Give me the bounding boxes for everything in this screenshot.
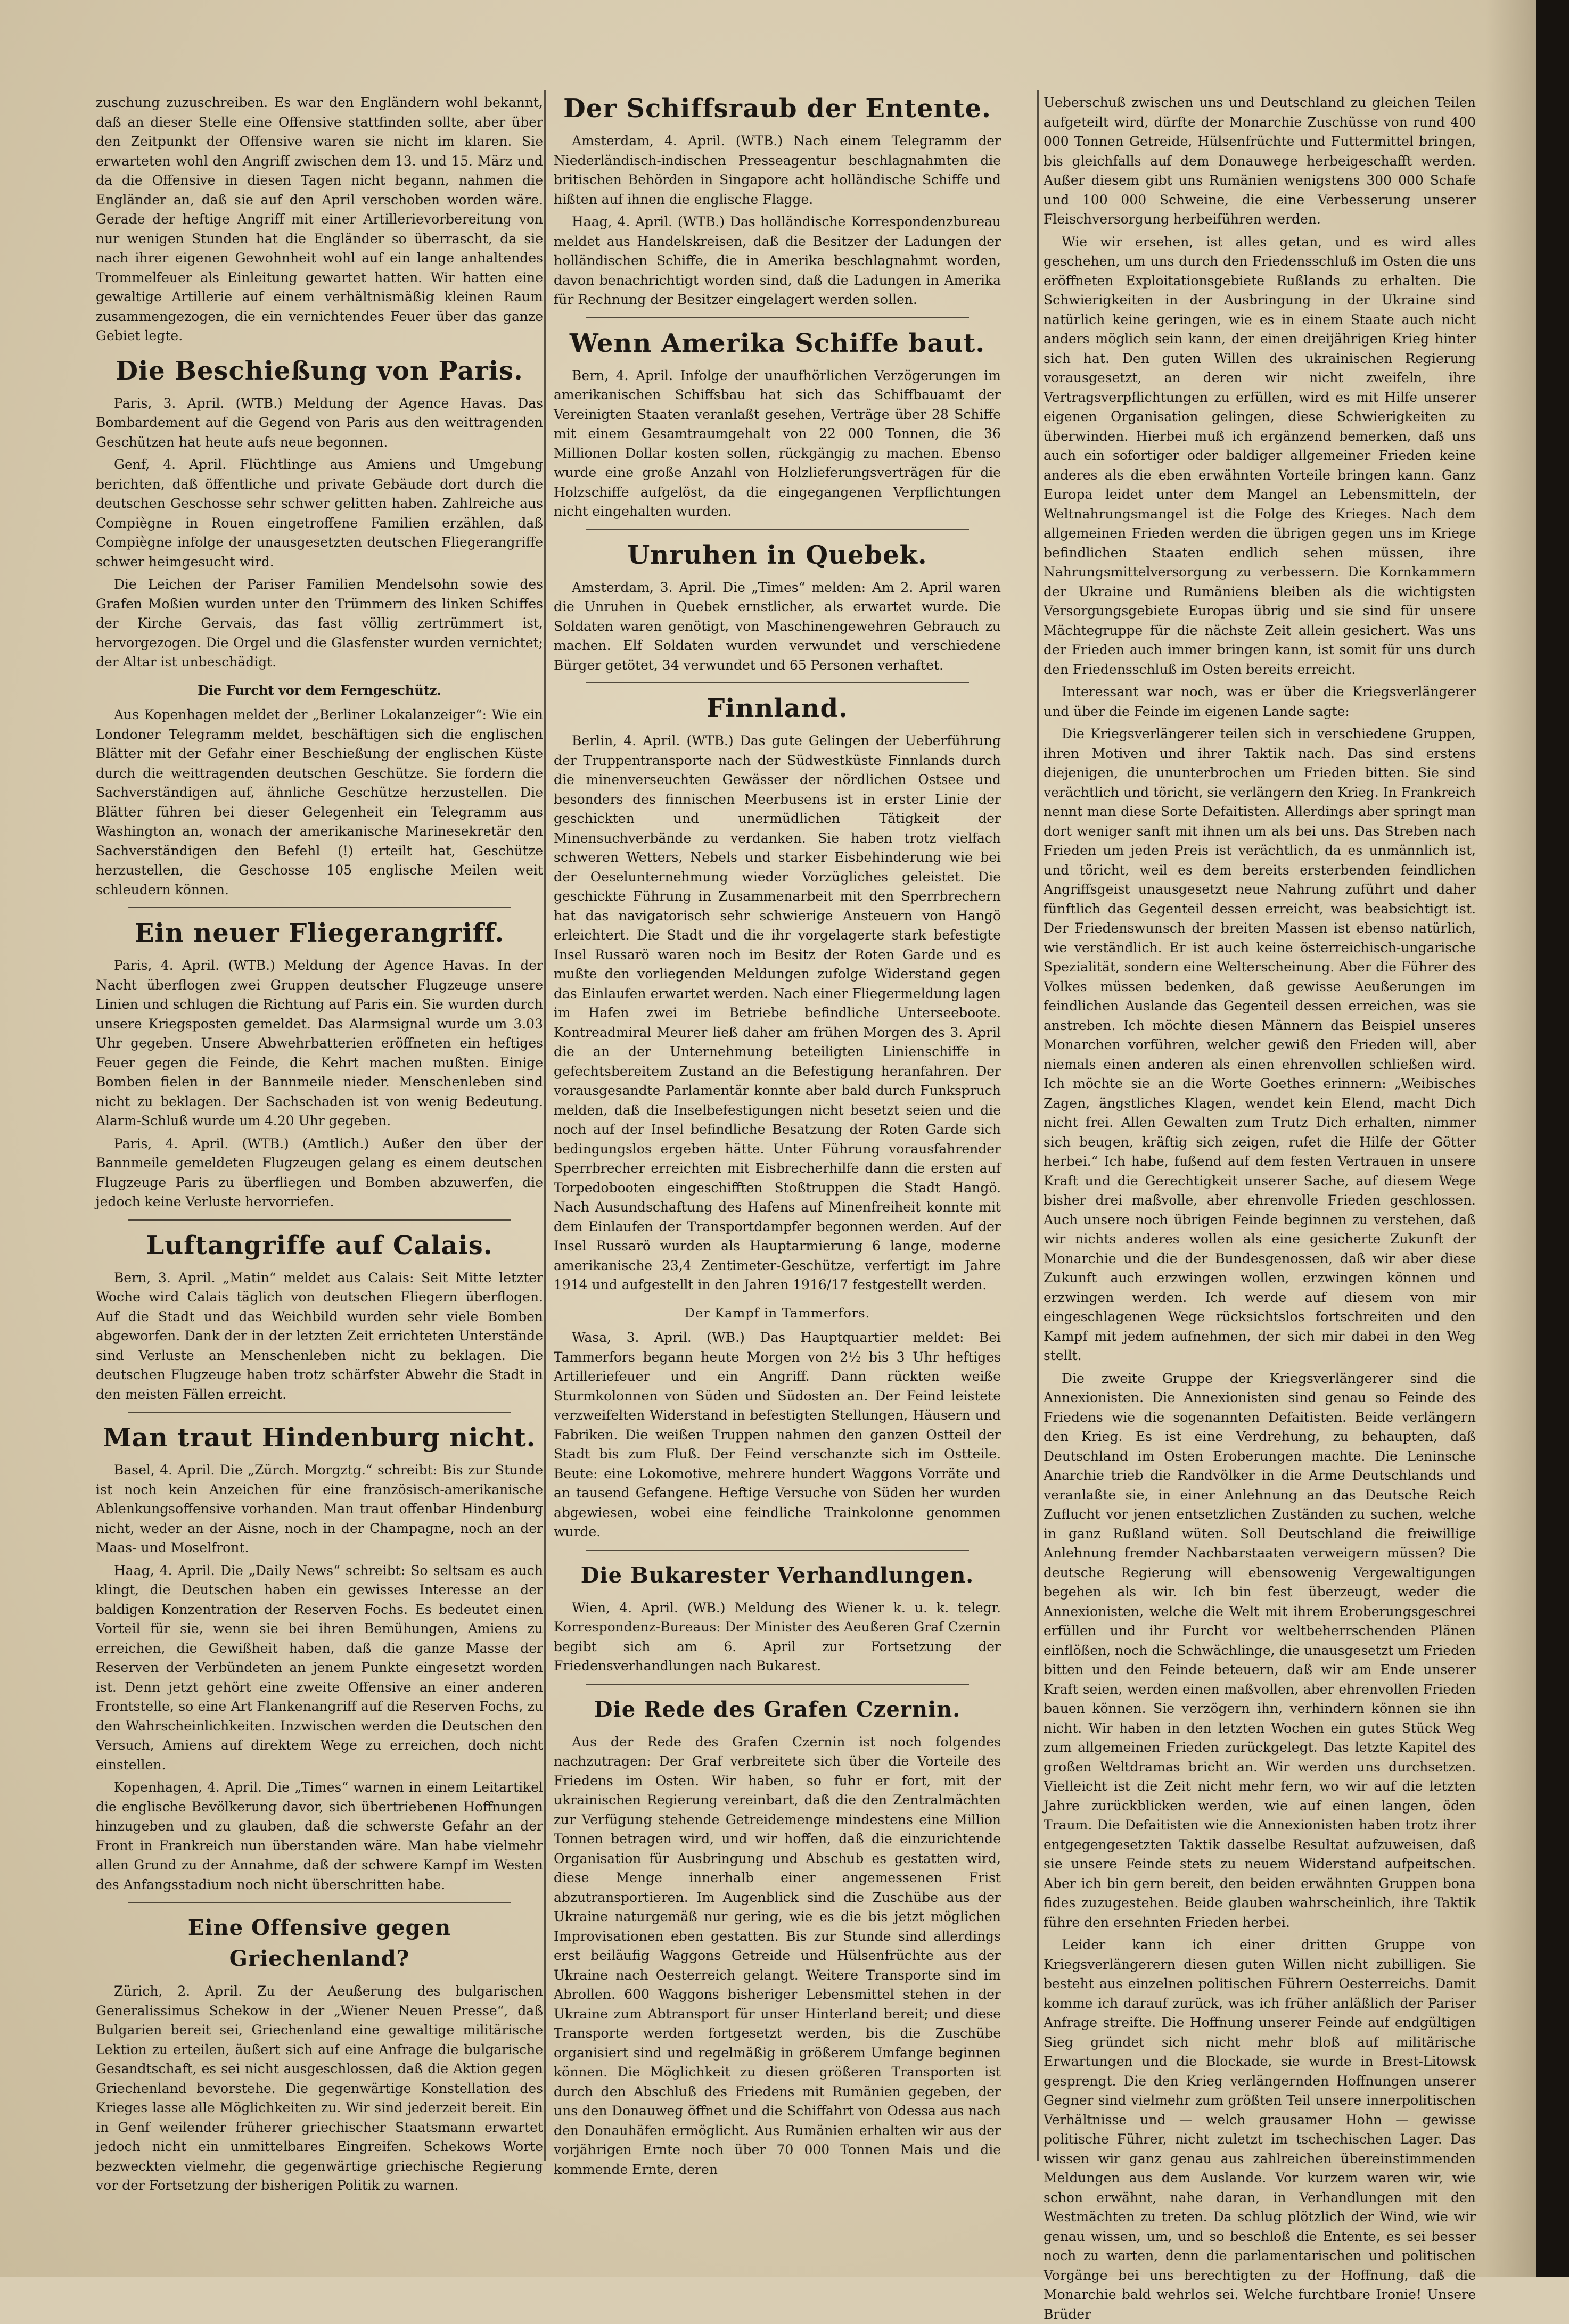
- headline-amerika-schiffe: Wenn Amerika Schiffe baut.: [569, 328, 985, 358]
- article-paragraph: Haag, 4. April. Die „Daily News“ schreibt: So seltsam es auch klingt, die Deutschen haben ein gewisses Interesse an der baldigen Konzentration der Reserven Fochs. Es bedeutet einen Vorteil für sie, wenn sie bei ihren Bemühungen, Amiens zu erreichen, die Gewißheit haben, daß die ganze Masse der Reserven der Verbündeten an jenem Punkte eingesetzt worden ist. Denn jetzt gehört eine zweite Offensive an einer anderen Frontstelle, so eine Art Flankenangriff auf die Reserven Fochs, zu den Wahrscheinlichkeiten. Inzwischen werden die Deutschen den Versuch, Amiens auf direktem Wege zu erreichen, doch nicht einstellen.: [96, 1562, 543, 1773]
- article-paragraph: Ueberschuß zwischen uns und Deutschland zu gleichen Teilen aufgeteilt wird, dürfte der Monarchie Zuschüsse von rund 400 000 Tonnen Getreide, Hülsenfrüchte und Futtermittel bringen, bis gleichfalls auf dem Donauwege herbeigeschafft werden. Außer diesem gibt uns Rumänien wenigstens 300 000 Schafe und 100 000 Schweine, die eine Verbesserung unserer Fleischversorgung herbeiführen werden.: [1044, 95, 1476, 227]
- article-paragraph: Paris, 4. April. (WTB.) Meldung der Agence Havas. In der Nacht überflogen zwei Gruppen deutscher Flugzeuge unsere Linien und schlugen die Richtung auf Paris ein. Sie wurden durch unsere Kriegsposten gemeldet. Das Alarmsignal wurde um 3.03 Uhr gegeben. Unsere Abwehrbatterien eröffneten ein heftiges Feuer gegen die Feinde, die Kehrt machen mußten. Einige Bomben fielen in der Bannmeile nieder. Menschenleben sind nicht zu beklagen. Der Sachschaden ist von wenig Bedeutung. Alarm-Schluß wurde um 4.20 Uhr gegeben.: [96, 958, 543, 1128]
- article-paragraph: Basel, 4. April. Die „Zürch. Morgztg.“ schreibt: Bis zur Stunde ist noch kein Anzeichen für eine französisch-amerikanische Ablenkungsoffensive vorhanden. Man traut offenbar Hindenburg nicht, weder an der Aisne, noch in der Champagne, noch an der Maas- und Moselfront.: [96, 1462, 543, 1555]
- article-paragraph: Aus Kopenhagen meldet der „Berliner Lokalanzeiger“: Wie ein Londoner Telegramm meldet, beschäftigen sich die englischen Blätter mit der Gefahr einer Beschießung der englischen Küste durch die weittragenden deutschen Geschütze. Sie fordern die Sachverständigen auf, ähnliche Geschütze herzustellen. Die Blätter führen bei dieser Gelegenheit ein Telegramm aus Washington an, wonach der amerikanische Marinesekretär den Sachverständigen den Befehl (!) erteilt hat, Geschütze herzustellen, die Geschosse 105 englische Meilen weit schleudern können.: [96, 707, 543, 897]
- article-paragraph: Bern, 4. April. Infolge der unaufhörlichen Verzögerungen im amerikanischen Schiffsbau hat sich das Schiffbauamt der Vereinigten Staaten veranlaßt gesehen, Verträge über 28 Schiffe mit einem Gesamtraumgehalt von 22 000 Tonnen, die 36 Millionen Dollar kosten sollen, rückgängig zu machen. Ebenso wurde eine große Anzahl von Holzlieferungsverträgen für die Holzschiffe aufgelöst, da die eingegangenen Verpflichtungen nicht eingehalten wurden.: [554, 367, 1001, 519]
- article-paragraph: Kopenhagen, 4. April. Die „Times“ warnen in einem Leitartikel die englische Bevölkerung davor, sich übertriebenen Hoffnungen hinzugeben und zu glauben, daß die schwerste Gefahr an der Front in Frankreich nun überstanden wäre. Man habe vielmehr allen Grund zu der Annahme, daß der schwere Kampf im Westen des Anfangsstadium noch nicht überschritten habe.: [96, 1779, 543, 1892]
- section-divider: [586, 1550, 969, 1551]
- column-rule: [1037, 90, 1039, 2161]
- article-paragraph: Leider kann ich einer dritten Gruppe von Kriegsverlängerern diesen guten Willen nicht zubilligen. Sie besteht aus einzelnen politischen Führern Oesterreichs. Damit komme ich darauf zurück, was ich früher anläßlich der Pariser Anfrage streifte. Die Hoffnung unserer Feinde auf endgültigen Sieg gründet sich nicht mehr bloß auf militärische Erwartungen und die Blockade, sie wurde in Brest-Litowsk gesprengt. Die den Krieg verlängernden Hoffnungen unserer Gegner sind vielmehr zum größten Teil unsere innerpolitischen Verhältnisse und — welch grausamer Hohn — gewisse politische Führer, nicht zuletzt im tschechischen Lager. Das wissen wir ganz genau aus zahlreichen übereinstimmenden Meldungen aus dem Auslande. Vor kurzem waren wir, wie schon erwähnt, nahe daran, in Verhandlungen mit den Westmächten zu treten. Da schlug plötzlich der Wind, wie wir genau wissen, um, und so beschloß die Entente, es sei besser noch zu warten, denn die parlamentarischen und politischen Vorgänge bei uns berechtigten zu der Hoffnung, daß die Monarchie bald wehrlos sei. Welche furchtbare Ironie! Unsere Brüder: [1044, 1937, 1476, 2322]
- article-paragraph: Amsterdam, 3. April. Die „Times“ melden: Am 2. April waren die Unruhen in Quebek ernstlicher, als erwartet wurde. Die Soldaten waren genötigt, von Maschinengewehren Gebrauch zu machen. Elf Soldaten wurden verwundet und verschiedene Bürger getötet, 34 verwundet und 65 Personen verhaftet.: [554, 579, 1001, 673]
- section-divider: [128, 1219, 511, 1221]
- column-1: [96, 93, 543, 2249]
- headline-offensive-griechenland: Eine Offensive gegen Griechenland?: [187, 1915, 451, 1971]
- headline-rede-czernin: Die Rede des Grafen Czernin.: [594, 1696, 961, 1722]
- article-paragraph: Haag, 4. April. (WTB.) Das holländische Korrespondenzbureau meldet aus Handelskreisen, daß die Besitzer der Ladungen der holländischen Schiffe, die in Amerika beschlagnahmt worden, davon benachrichtigt worden sind, daß die Ladungen in Amerika für Rechnung der Besitzer eingelagert werden sollen.: [554, 214, 1001, 307]
- subheading-furcht-ferngeschuetz: Die Furcht vor dem Ferngeschütz.: [198, 682, 441, 698]
- article-paragraph: Die zweite Gruppe der Kriegsverlängerer sind die Annexionisten. Die Annexionisten sind genau so Feinde des Friedens wie die sogenannten Defaitisten. Beide verlängern den Krieg. Es ist eine Verdrehung, zu behaupten, daß Deutschland im Osten Eroberungen machte. Die Leninsche Anarchie trieb die Randvölker in die Arme Deutschlands und veranlaßte sie, in einer Anlehnung an das Deutsche Reich Zuflucht vor jenen entsetzlichen Zuständen zu suchen, welche in ganz Rußland wüten. Soll Deutschland die freiwillige Anlehnung fremder Nachbarstaaten verweigern müssen? Die deutsche Regierung will ebensowenig Vergewaltigungen begehen als wir. Ich bin fest überzeugt, weder die Annexionisten, welche die Welt mit ihrem Eroberungsgeschrei erfüllen und ihr Furcht vor weltbeherrschenden Plänen einflößen, noch die Schwächlinge, die unausgesetzt um Frieden bitten und den Feinde beteuern, daß wir am Ende unserer Kraft seien, werden einen maßvollen, aber ehrenvollen Frieden bauen können. Sie verzögern ihn, verhindern können sie ihn nicht. Wir haben in den letzten Wochen ein gutes Stück Weg zum allgemeinen Frieden zurückgelegt. Das letzte Kapitel des großen Weltdramas bricht an. Wir werden uns durchsetzen. Vielleicht ist die Zeit nicht mehr fern, wo wir auf die letzten Jahre zurückblicken werden, wie auf einen langen, öden Traum. Die Defaitisten wie die Annexionisten haben trotz ihrer entgegengesetzten Taktik dasselbe Resultat aufzuweisen, daß sie unsere Feinde stets zu neuem Widerstand aufpeitschen. Aber ich bin gern bereit, den beiden erwähnten Gruppen bona fides zuzugestehen. Beide glauben wahrscheinlich, ihre Taktik führe den ersehnten Frieden herbei.: [1044, 1370, 1476, 1930]
- column-2: [554, 93, 1001, 2249]
- article-paragraph: Wie wir ersehen, ist alles getan, und es wird alles geschehen, um uns durch den Friedensschluß im Osten die uns eröffneten Exploitationsgebiete Rußlands zu erhalten. Die Schwierigkeiten in der Ausbringung in der Ukraine sind natürlich keine geringen, wie es in einem Staate auch nicht anders möglich sein kann, der einen dreijährigen Krieg hinter sich hat. Den guten Willen des ukrainischen Regierung vorausgesetzt, an deren wir nicht zweifeln, ihre Vertragsverpflichtungen zu erfüllen, wird es mit Hilfe unserer eigenen Organisation gelingen, diese Schwierigkeiten zu überwinden. Hierbei muß ich ergänzend bemerken, daß uns auch ein sofortiger oder baldiger allgemeiner Frieden keine anderes als die eben erwähnten Vorteile bringen kann. Ganz Europa leidet unter dem Mangel an Lebensmitteln, der Weltnahrungsmangel ist die Folge des Krieges. Nach dem allgemeinen Frieden werden die übrigen gegen uns im Kriege befindlichen Staaten endlich sehen müssen, ihre Nahrungsmittelversorgung zu verbessern. Die Kornkammern der Ukraine und Rumäniens bleiben als die wichtigsten Versorgungsgebiete Europas übrig und sie sind für unsere Mächtegruppe für die nächste Zeit allein gesichert. Was uns der Frieden auch immer bringen kann, ist somit für uns durch den Friedensschluß im Osten bereits erreicht.: [1044, 234, 1476, 677]
- article-paragraph: Zürich, 2. April. Zu der Aeußerung des bulgarischen Generalissimus Schekow in der „Wiener Neuen Presse“, daß Bulgarien bereit sei, Griechenland eine gewaltige militärische Lektion zu erteilen, äußert sich auf eine Anfrage die bulgarische Gesandtschaft, es sei nicht ausgeschlossen, daß die Aktion gegen Griechenland bevorstehe. Die gegenwärtige Konstellation des Krieges lasse alle Möglichkeiten zu. Wir sind jederzeit bereit. Ein in Genf weilender früherer griechischer Staatsmann erwartet jedoch nicht ein unmittelbares Eingreifen. Schekows Worte bezweckten vielmehr, die gegenwärtige griechische Regierung vor der Fortsetzung der bisherigen Politik zu warnen.: [96, 1983, 543, 2193]
- headline-unruhen-quebek: Unruhen in Quebek.: [627, 540, 927, 570]
- article-paragraph: zuschung zuzuschreiben. Es war den Engländern wohl bekannt, daß an dieser Stelle eine Offensive stattfinden sollte, aber über den Zeitpunkt der Offensive waren sie nicht im klaren. Sie erwarteten wohl den Angriff zwischen dem 13. und 15. März und da die Offensive in diesen Tagen nicht begann, nahmen die Engländer an, daß sie auf den April verschoben worden wäre. Gerade der heftige Angriff mit einer Artillerievorbereitung von nur wenigen Stunden hat die Engländer so überrascht, da sie nach ihrer eigenen Gewohnheit wohl auf ein lange anhaltendes Trommelfeuer als Einleitung gewartet hatten. Wir hatten eine gewaltige Artillerie auf einem verhältnismäßig kleinen Raum zusammengezogen, die ein vernichtendes Feuer über das ganze Gebiet legte.: [96, 95, 543, 343]
- article-paragraph: Die Kriegsverlängerer teilen sich in verschiedene Gruppen, ihren Motiven und ihrer Taktik nach. Das sind erstens diejenigen, die ununterbrochen um Frieden bitten. Sie sind verächtlich und töricht, sie verlängern den Krieg. In Frankreich nennt man diese Sorte Defaitisten. Allerdings aber springt man dort weniger sanft mit ihnen um als bei uns. Das Streben nach Frieden um jeden Preis ist verächtlich, da es unmännlich ist, und töricht, weil es dem bereits ersterbenden feindlichen Angriffsgeist unausgesetzt neue Nahrung zuführt und daher fünftlich das Gegenteil dessen erreicht, was beabsichtigt ist. Der Friedenswunsch der breiten Massen ist ebenso natürlich, wie verständlich. Er ist auch keine österreichisch-ungarische Spezialität, sondern eine Welterscheinung. Aber die Führer des Volkes müssen bedenken, daß gewisse Aeußerungen im feindlichen Auslande das Gegenteil dessen erreichen, was sie anstreben. Ich möchte diesen Männern das Beispiel unseres Monarchen vorführen, welcher gewiß den Frieden will, aber niemals einen anderen als einen ehrenvollen schließen wird. Ich möchte sie an die Worte Goethes erinnern: „Weibisches Zagen, ängstliches Klagen, wendet kein Elend, macht Dich nicht frei. Allen Gewalten zum Trutz Dich erhalten, nimmer sich beugen, kräftig sich zeigen, rufet die Hilfe der Götter herbei.“ Ich habe, fußend auf dem festen Vertrauen in unsere Kraft und die Gerechtigkeit unserer Sache, auf diesem Wege bisher drei maßvolle, aber ehrenvolle Frieden geschlossen. Auch unsere noch übrigen Feinde beginnen zu verstehen, daß wir nichts anderes wollen als eine gesicherte Zukunft der Monarchie und die der Bundesgenossen, daß wir aber diese Zukunft auch erzwingen wollen, erzwingen können und erzwingen werden. Ich werde auf diesem von mir eingeschlagenen Wege rücksichtslos fortschreiten und den Kampf mit jedem aufnehmen, der sich mir dabei in den Weg stellt.: [1044, 726, 1476, 1363]
- headline-fliegerangriff: Ein neuer Fliegerangriff.: [134, 918, 505, 948]
- headline-finnland: Finnland.: [707, 694, 848, 723]
- column-3: [1044, 93, 1476, 2322]
- article-paragraph: Aus der Rede des Grafen Czernin ist noch folgendes nachzutragen: Der Graf verbreitete sich über die Vorteile des Friedens im Osten. Wir haben, so fuhr er fort, mit der ukrainischen Regierung vereinbart, daß die den Zentralmächten zur Verfügung stehende Getreidemenge mindestens eine Million Tonnen betragen wird, und wir hoffen, daß die einzurichtende Organisation für Ausbringung und Abschub es gestatten wird, diese Menge innerhalb einer angemessenen Frist abzutransportieren. Im Augenblick sind die Zuschübe aus der Ukraine naturgemäß nur gering, wie es die bis jetzt möglichen Improvisationen eben gestatten. Bis zur Stunde sind allerdings erst beiläufig Waggons Getreide und Hülsenfrüchte aus der Ukraine nach Oesterreich gelangt. Weitere Transporte sind im Abrollen. 600 Waggons bisheriger Lebensmittel stehen in der Ukraine zum Abtransport für unser Hinterland bereit; und diese Transporte werden fortgesetzt werden, bis die Zuschübe organisiert sind und regelmäßig in größerem Umfange beginnen können. Die Möglichkeit zu diesen größeren Transporten ist durch den Abschluß des Friedens mit Rumänien gegeben, der uns den Donauweg öffnet und die Schiffahrt von Odessa aus nach den Donauhäfen ermöglicht. Aus Rumänien erhalten wir aus der vorjährigen Ernte noch über 70 000 Tonnen Mais und die kommende Ernte, deren: [554, 1734, 1001, 2177]
- article-paragraph: Paris, 3. April. (WTB.) Meldung der Agence Havas. Das Bombardement auf die Gegend von Paris aus den weittragenden Geschützen hat heute aufs neue begonnen.: [96, 395, 543, 450]
- headline-bukarester-verhandlungen: Die Bukarester Verhandlungen.: [580, 1562, 974, 1588]
- article-paragraph: Wien, 4. April. (WB.) Meldung des Wiener k. u. k. telegr. Korrespondenz-Bureaus: Der Minister des Aeußeren Graf Czernin begibt sich am 6. April zur Fortsetzung der Friedensverhandlungen nach Bukarest.: [554, 1600, 1001, 1674]
- column-rule: [544, 90, 546, 2161]
- article-paragraph: Berlin, 4. April. (WTB.) Das gute Gelingen der Ueberführung der Truppentransporte nach der Südwestküste Finnlands durch die minenverseuchten Gewässer der nördlichen Ostsee und besonders des finnischen Meerbusens ist in erster Linie der geschickten und unermüdlichen Tätigkeit der Minensuchverbände zu verdanken. Sie haben trotz vielfach schweren Wetters, Nebels und starker Eisbehinderung wie bei der Oeselunternehmung wieder Vorzügliches geleistet. Die geschickte Führung in Zusammenarbeit mit den Sperrbrechern hat das navigatorisch sehr schwierige Ansteuern von Hangö erleichtert. Die Stadt und die ihr vorgelagerte stark befestigte Insel Russarö waren noch im Besitz der Roten Garde und es mußte den vorliegenden Meldungen zufolge Widerstand gegen das Einlaufen erwartet werden. Nach einer Fliegermeldung lagen im Hafen zwei im Betriebe befindliche Unterseeboote. Kontreadmiral Meurer ließ daher am frühen Morgen des 3. April die an der Unternehmung beteiligten Linienschiffe in gefechtsbereitem Zustand an die Befestigung heranfahren. Der vorausgesandte Parlamentär konnte aber bald durch Funkspruch melden, daß die Inselbefestigungen nicht besetzt seien und die noch auf der Insel befindliche Besatzung der Roten Garde sich bedingungslos ergeben hätte. Unter Führung vorausfahrender Sperrbrecher erreichten mit Eisbrecherhilfe dann die ersten auf Torpedobooten eingeschifften Stoßtruppen die Stadt Hangö. Nach Ausundschaftung des Hafens auf Minenfreiheit konnte mit dem Einlaufen der Transportdampfer begonnen werden. Auf der Insel Russarö wurden als Hauptarmierung 6 lange, moderne amerikanische 23,4 Zentimeter-Geschütze, verfertigt im Jahre 1914 und aufgestellt in den Jahren 1916/17 festgestellt werden.: [554, 733, 1001, 1292]
- headline-hindenburg: Man traut Hindenburg nicht.: [103, 1423, 536, 1453]
- headline-beschiessung-paris: Die Beschießung von Paris.: [116, 356, 523, 386]
- article-paragraph: Die Leichen der Pariser Familien Mendelsohn sowie des Grafen Moßien wurden unter den Trümmern des linken Schiffes der Kirche Gervais, das fast völlig zertrümmert ist, hervorgezogen. Die Orgel und die Glasfenster wurden vernichtet; der Altar ist unbeschädigt.: [96, 576, 543, 670]
- section-divider: [128, 907, 511, 908]
- subheading-tammerfors: Der Kampf in Tammerfors.: [684, 1305, 870, 1321]
- article-paragraph: Bern, 3. April. „Matin“ meldet aus Calais: Seit Mitte letzter Woche wird Calais täglich von deutschen Fliegern überflogen. Auf die Stadt und das Weichbild wurden sehr viele Bomben abgeworfen. Dank der in der letzten Zeit errichteten Unterstände sind Verluste an Menschenleben nicht zu beklagen. Die deutschen Flugzeuge haben trotz schärfster Abwehr die Stadt in den meisten Fällen erreicht.: [96, 1270, 543, 1402]
- section-divider: [128, 1902, 511, 1903]
- section-divider: [586, 529, 969, 530]
- article-paragraph: Amsterdam, 4. April. (WTB.) Nach einem Telegramm der Niederländisch-indischen Presseagentur beschlagnahmten die britischen Behörden in Singapore acht holländische Schiffe und hißten auf ihnen die englische Flagge.: [554, 133, 1001, 207]
- page-edge-shadow: [1485, 0, 1536, 2277]
- article-paragraph: Paris, 4. April. (WTB.) (Amtlich.) Außer den über der Bannmeile gemeldeten Flugzeugen gelang es einem deutschen Flugzeuge Paris zu überfliegen und Bomben abzuwerfen, die jedoch keine Verluste hervorriefen.: [96, 1135, 543, 1209]
- headline-luftangriffe-calais: Luftangriffe auf Calais.: [146, 1230, 493, 1260]
- article-paragraph: Wasa, 3. April. (WB.) Das Hauptquartier meldet: Bei Tammerfors begann heute Morgen von 2½ bis 3 Uhr heftiges Artilleriefeuer und ein Angriff. Dann rückten weiße Sturmkolonnen von Süden und Südosten an. Der Feind leistete verzweifelten Widerstand in befestigten Stellungen, Häusern und Fabriken. Die weißen Truppen nahmen den ganzen Ostteil der Stadt bis zum Fluß. Der Feind verschanzte sich im Ostteile. Beute: eine Lokomotive, mehrere hundert Waggons Vorräte und an tausend Gefangene. Heftige Versuche von Süden her wurden abgewiesen, wobei eine feindliche Trainkolonne genommen wurde.: [554, 1330, 1001, 1539]
- section-divider: [586, 682, 969, 683]
- article-paragraph: Genf, 4. April. Flüchtlinge aus Amiens und Umgebung berichten, daß öffentliche und private Gebäude dort durch die deutschen Geschosse sehr schwer gelitten haben. Zahlreiche aus Compiègne in Rouen eingetroffene Familien erzählen, daß Compiègne infolge der unausgesetzten deutschen Fliegerangriffe schwer heimgesucht wird.: [96, 457, 543, 570]
- headline-schiffsraub: Der Schiffsraub der Entente.: [563, 94, 991, 123]
- section-divider: [586, 1684, 969, 1685]
- scan-border: [1536, 0, 1569, 2277]
- section-divider: [128, 1412, 511, 1413]
- section-divider: [586, 317, 969, 318]
- article-paragraph: Interessant war noch, was er über die Kriegsverlängerer und über die Feinde im eigenen Lande sagte:: [1044, 684, 1476, 719]
